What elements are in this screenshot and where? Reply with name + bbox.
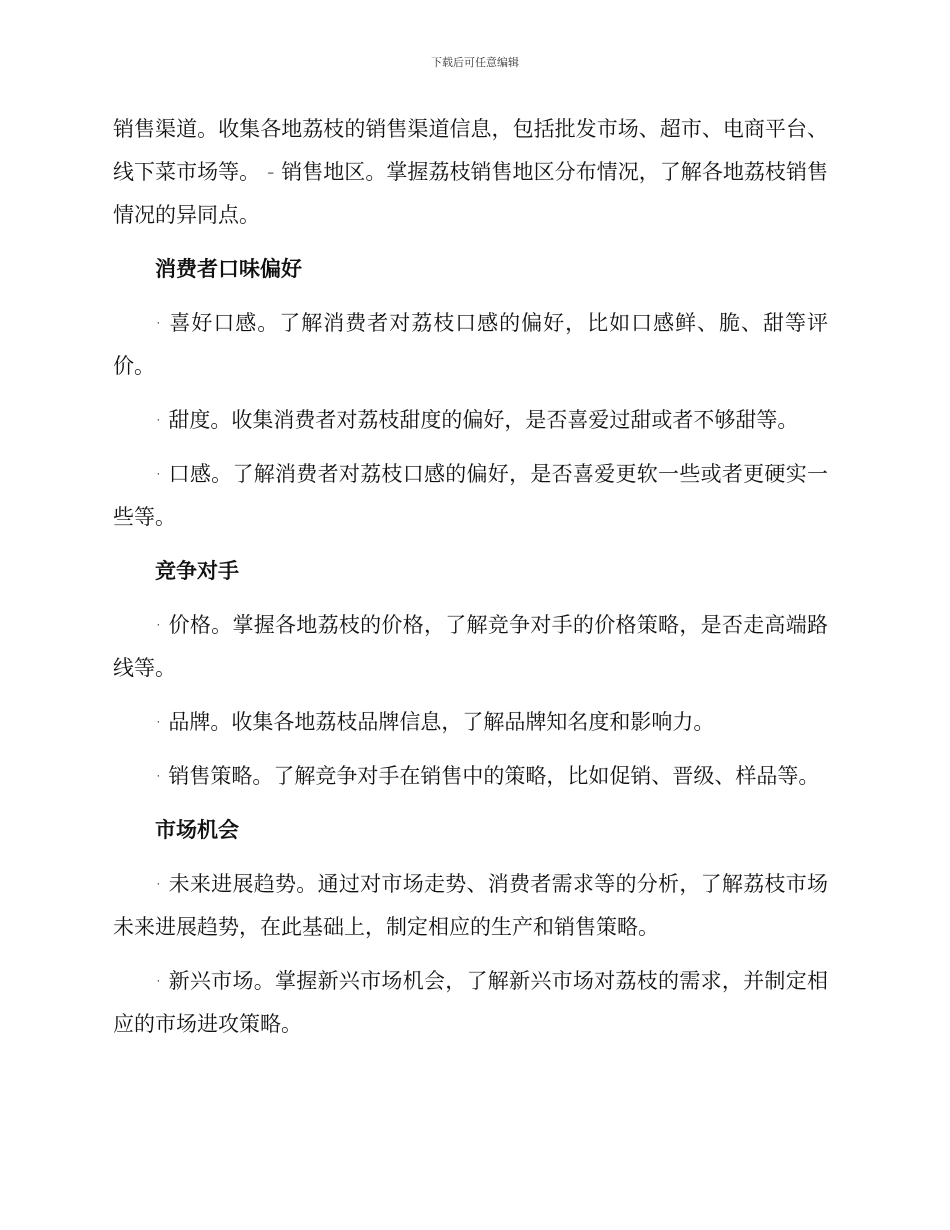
paragraph-brand: · 品牌。收集各地荔枝品牌信息，了解品牌知名度和影响力。 <box>155 710 715 734</box>
paragraph-firmness: · 口感。了解消费者对荔枝口感的偏好，是否喜爱更软一些或者更硬实一些等。 <box>113 462 828 529</box>
document-body <box>113 108 828 1057</box>
page-header: 下载后可任意编辑 <box>431 56 519 69</box>
paragraph-emerging-market: · 新兴市场。掌握新兴市场机会，了解新兴市场对荔枝的需求，并制定相应的市场进攻策略。 <box>113 969 828 1036</box>
section-heading-market-opportunity: 市场机会 <box>155 818 239 842</box>
paragraph-sales-channels: 销售渠道。收集各地荔枝的销售渠道信息，包括批发市场、超市、电商平台、线下菜市场等。 - 销售地区。掌握荔枝销售地区分布情况，了解各地荔枝销售情况的异同点。 <box>113 117 828 227</box>
paragraph-future-trend: · 未来进展趋势。通过对市场走势、消费者需求等的分析，了解荔枝市场未来进展趋势，在此基础上，制定相应的生产和销售策略。 <box>113 872 828 939</box>
paragraph-sweetness: · 甜度。收集消费者对荔枝甜度的偏好，是否喜爱过甜或者不够甜等。 <box>155 408 799 432</box>
section-heading-consumer-taste: 消费者口味偏好 <box>155 257 302 281</box>
paragraph-price: · 价格。掌握各地荔枝的价格，了解竞争对手的价格策略，是否走高端路线等。 <box>113 613 828 680</box>
section-heading-competitors: 竞争对手 <box>155 559 239 583</box>
paragraph-texture-preference: · 喜好口感。了解消费者对荔枝口感的偏好，比如口感鲜、脆、甜等评价。 <box>113 311 828 378</box>
paragraph-sales-strategy: · 销售策略。了解竞争对手在销售中的策略，比如促销、晋级、样品等。 <box>155 764 820 788</box>
